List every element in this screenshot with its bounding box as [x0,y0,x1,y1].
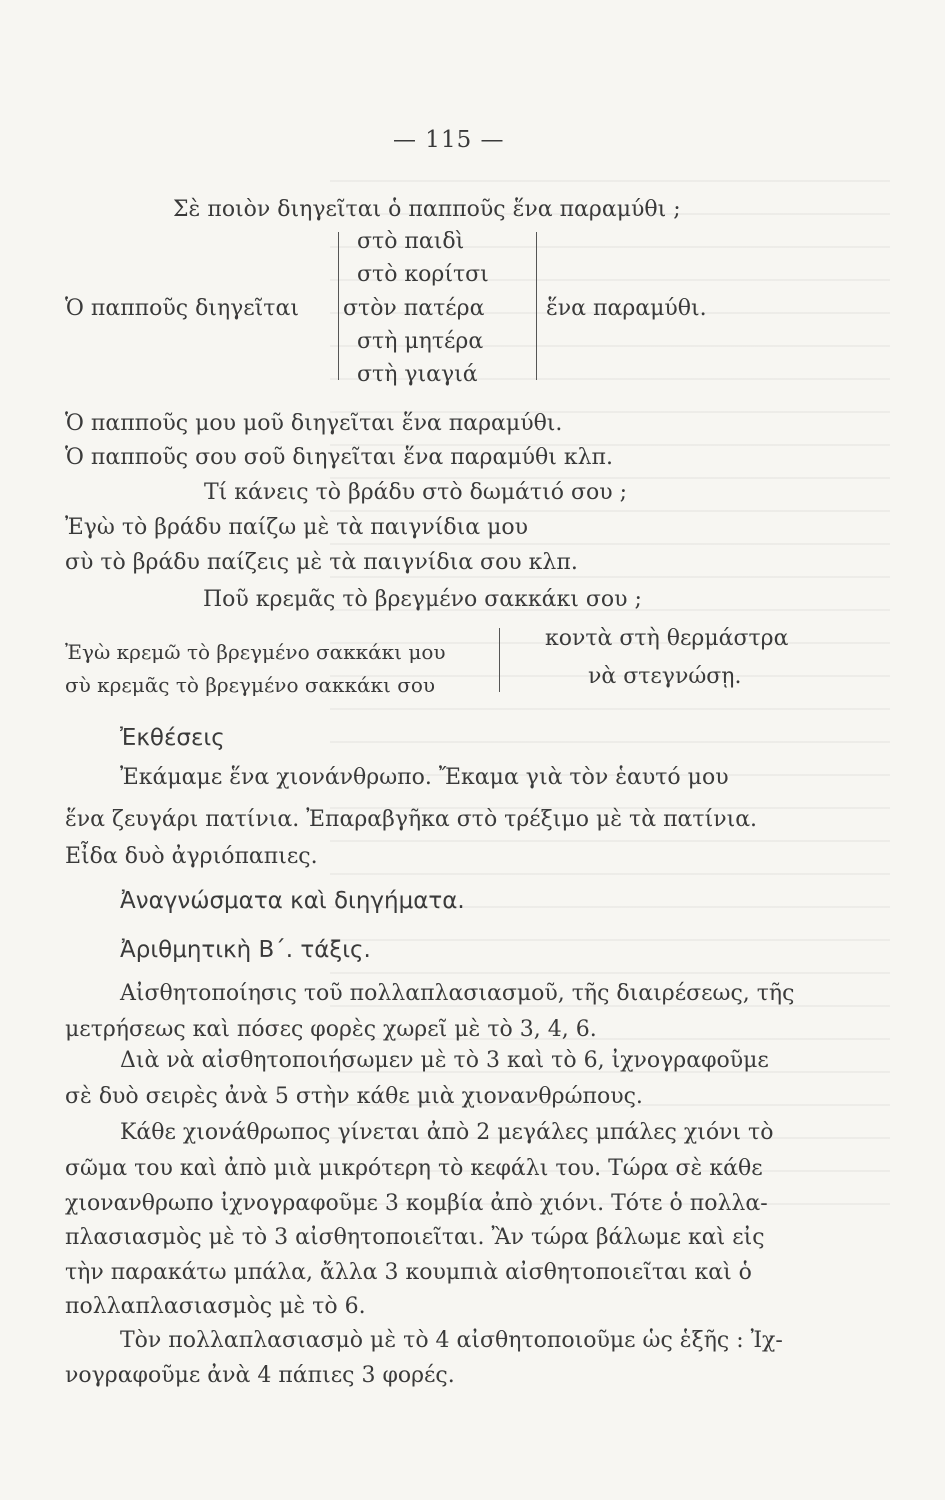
story-line-my: Ὁ παπποῦς μου μοῦ διηγεῖται ἕνα παραμύθι. [65,411,563,436]
coat-question: Ποῦ κρεμᾶς τὸ βρεγμένο σακκάκι σου ; [203,587,642,612]
arithmetic-line: τὴν παρακάτω μπάλα, ἄλλα 3 κουμπιὰ αἰσθητοποιεῖται καὶ ὁ [65,1260,752,1285]
option-item: στὴ γιαγιά [357,362,478,387]
option-item: στὴ μητέρα [357,329,484,354]
option-item: στὸ κορίτσι [357,262,489,287]
arithmetic-line: Διὰ νὰ αἰσθητοποιήσωμεν μὲ τὸ 3 καὶ τὸ 6, ἰχνογραφοῦμε [120,1048,769,1073]
page-number: — 115 — [393,127,505,153]
arithmetic-line: πλασιασμὸς μὲ τὸ 3 αἰσθητοποιεῖται. Ἂν τώρα βάλωμε καὶ εἰς [65,1225,765,1250]
arithmetic-line: πολλαπλασιασμὸς μὲ τὸ 6. [65,1294,366,1319]
expressions-line: Εἶδα δυὸ ἀγριόπαπιες. [65,844,318,869]
arithmetic-line: Τὸν πολλαπλασιασμὸ μὲ τὸ 4 αἰσθητοποιοῦμε ὡς ἑξῆς : Ἰχ- [120,1328,783,1353]
story-line-your: Ὁ παπποῦς σου σοῦ διηγεῖται ἕνα παραμύθι κλπ. [65,445,614,470]
arithmetic-line: σῶμα του καὶ ἀπὸ μιὰ μικρότερη τὸ κεφάλι του. Τώρα σὲ κάθε [65,1156,763,1181]
expressions-line: Ἐκάμαμε ἕνα χιονάνθρωπο. Ἔκαμα γιὰ τὸν ἑαυτό μου [120,765,729,790]
expressions-line: ἕνα ζευγάρι πατίνια. Ἐπαραβγῆκα στὸ τρέξιμο μὲ τὰ πατίνια. [65,807,758,832]
arithmetic-line: Κάθε χιονάθρωπος γίνεται ἀπὸ 2 μεγάλες μπάλες χιόνι τὸ [120,1120,774,1145]
right-brace [530,232,537,380]
coat-right-2: νὰ στεγνώσῃ. [588,664,742,689]
evening-question: Τί κάνεις τὸ βράδυ στὸ δωμάτιό σου ; [204,480,627,505]
readings-heading: Ἀναγνώσματα καὶ διηγήματα. [120,888,465,914]
coat-left-1: Ἐγὼ κρεμῶ τὸ βρεγμένο σακκάκι μου [65,640,446,664]
arithmetic-heading: Ἀριθμητικὴ Β΄. τάξις. [120,937,371,963]
arithmetic-line: χιονανθρωπο ἰχνογραφοῦμε 3 κομβία ἀπὸ χιόνι. Τότε ὁ πολλα- [65,1191,768,1216]
evening-answer-1: Ἐγὼ τὸ βράδυ παίζω μὲ τὰ παιγνίδια μου [65,515,529,540]
expressions-heading: Ἐκθέσεις [120,725,225,751]
arithmetic-line: Αἰσθητοποίησις τοῦ πολλαπλασιασμοῦ, τῆς διαιρέσεως, τῆς [120,981,795,1006]
arithmetic-line: σὲ δυὸ σειρὲς ἀνὰ 5 στὴν κάθε μιὰ χιονανθρώπους. [65,1084,643,1109]
option-item: στὸ παιδὶ [357,229,465,254]
story-question: Σὲ ποιὸν διηγεῖται ὁ παπποῦς ἕνα παραμύθι ; [173,197,681,222]
option-item: στὸν πατέρα [343,296,485,321]
arithmetic-line: μετρήσεως καὶ πόσες φορὲς χωρεῖ μὲ τὸ 3, 4, 6. [65,1017,597,1042]
arithmetic-line: νογραφοῦμε ἀνὰ 4 πάπιες 3 φορές. [65,1363,455,1388]
coat-right-1: κοντὰ στὴ θερμάστρα [545,626,789,651]
coat-left-2: σὺ κρεμᾶς τὸ βρεγμένο σακκάκι σου [65,673,436,697]
evening-answer-2: σὺ τὸ βράδυ παίζεις μὲ τὰ παιγνίδια σου κλπ. [65,550,578,575]
coat-brace [493,628,500,692]
story-subject: Ὁ παπποῦς διηγεῖται [65,296,299,321]
story-object: ἕνα παραμύθι. [546,296,707,321]
